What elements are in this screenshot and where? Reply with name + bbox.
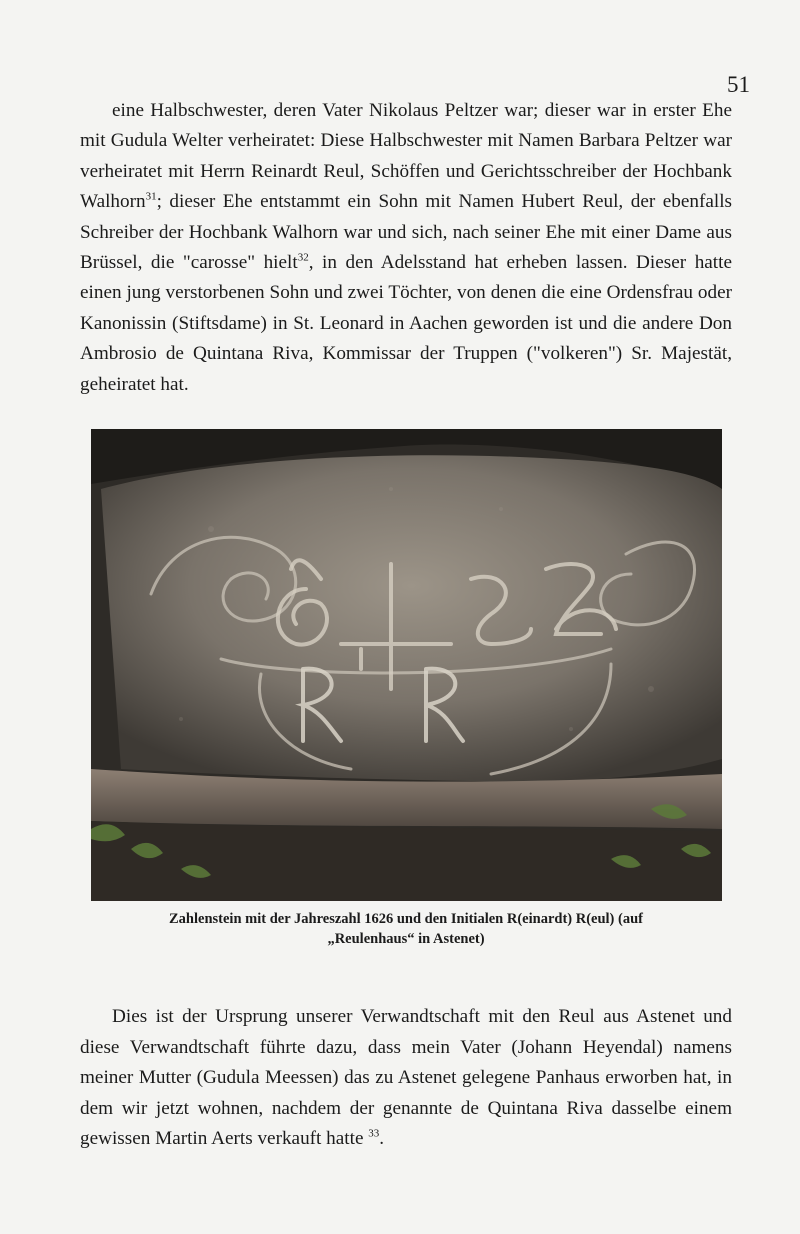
footnote-ref-33: 33 <box>368 1127 380 1140</box>
figure-caption <box>90 909 722 949</box>
paragraph-2-end: . <box>379 1128 385 1150</box>
footnote-ref-31: 31 <box>145 190 157 203</box>
caption-line-2: „Reulenhaus“ in Astenet) <box>327 931 485 947</box>
body-paragraph <box>80 96 732 400</box>
paragraph-1 <box>80 96 732 400</box>
paragraph-2-text: Dies ist der Ursprung unserer Verwandtschaft mit den Reul aus Astenet und diese Verwandtschaft führte dazu, dass mein Vater (Johann Heyendal) namens meiner Mutter (Gudula Meessen) das zu Astenet gelegene Panhaus erworben hat, in dem wir jetzt wohnen, nachdem der genannte de Quintana Riva dasselbe einem gewissen Martin Aerts verkauft hatte <box>80 1006 732 1150</box>
page-number: 51 <box>727 72 750 97</box>
paragraph-1-text-c: , in den Adelsstand hat erheben lassen. Dieser hatte einen jung verstorbenen Sohn und zwei Töchter, von denen die eine Ordensfrau oder Kanonissin (Stiftsdame) in St. Leonard in Aachen geworden ist und die andere Don Ambrosio de Quintana Riva, Kommissar der Truppen ("volkeren") Sr. Majestät, geheiratet hat. <box>80 252 732 395</box>
paragraph-2 <box>80 1002 732 1155</box>
paragraph-1-text-b: ; dieser Ehe entstammt ein Sohn mit Namen Hubert Reul, der ebenfalls Schreiber der Hochbank Walhorn war und sich, nach seiner Ehe mit einer Dame aus Brüssel, die "carosse" hielt <box>80 191 732 274</box>
paragraph-1-text-a: eine Halbschwester, deren Vater Nikolaus Peltzer war; dieser war in erster Ehe mit Gudula Welter verheiratet: Diese Halbschwester mit Namen Barbara Peltzer war verheiratet mit Herrn Reinardt Reul, Schöffen und Gerichtsschreiber der Hochbank Walhorn <box>80 100 732 213</box>
date-stone-photo <box>91 429 722 901</box>
closing-paragraph <box>80 1002 732 1155</box>
caption-line-1: Zahlenstein mit der Jahreszahl 1626 und den Initialen R(einardt) R(eul) (auf <box>169 911 643 927</box>
footnote-ref-32: 32 <box>297 251 309 264</box>
carved-stone-illustration <box>91 429 722 901</box>
